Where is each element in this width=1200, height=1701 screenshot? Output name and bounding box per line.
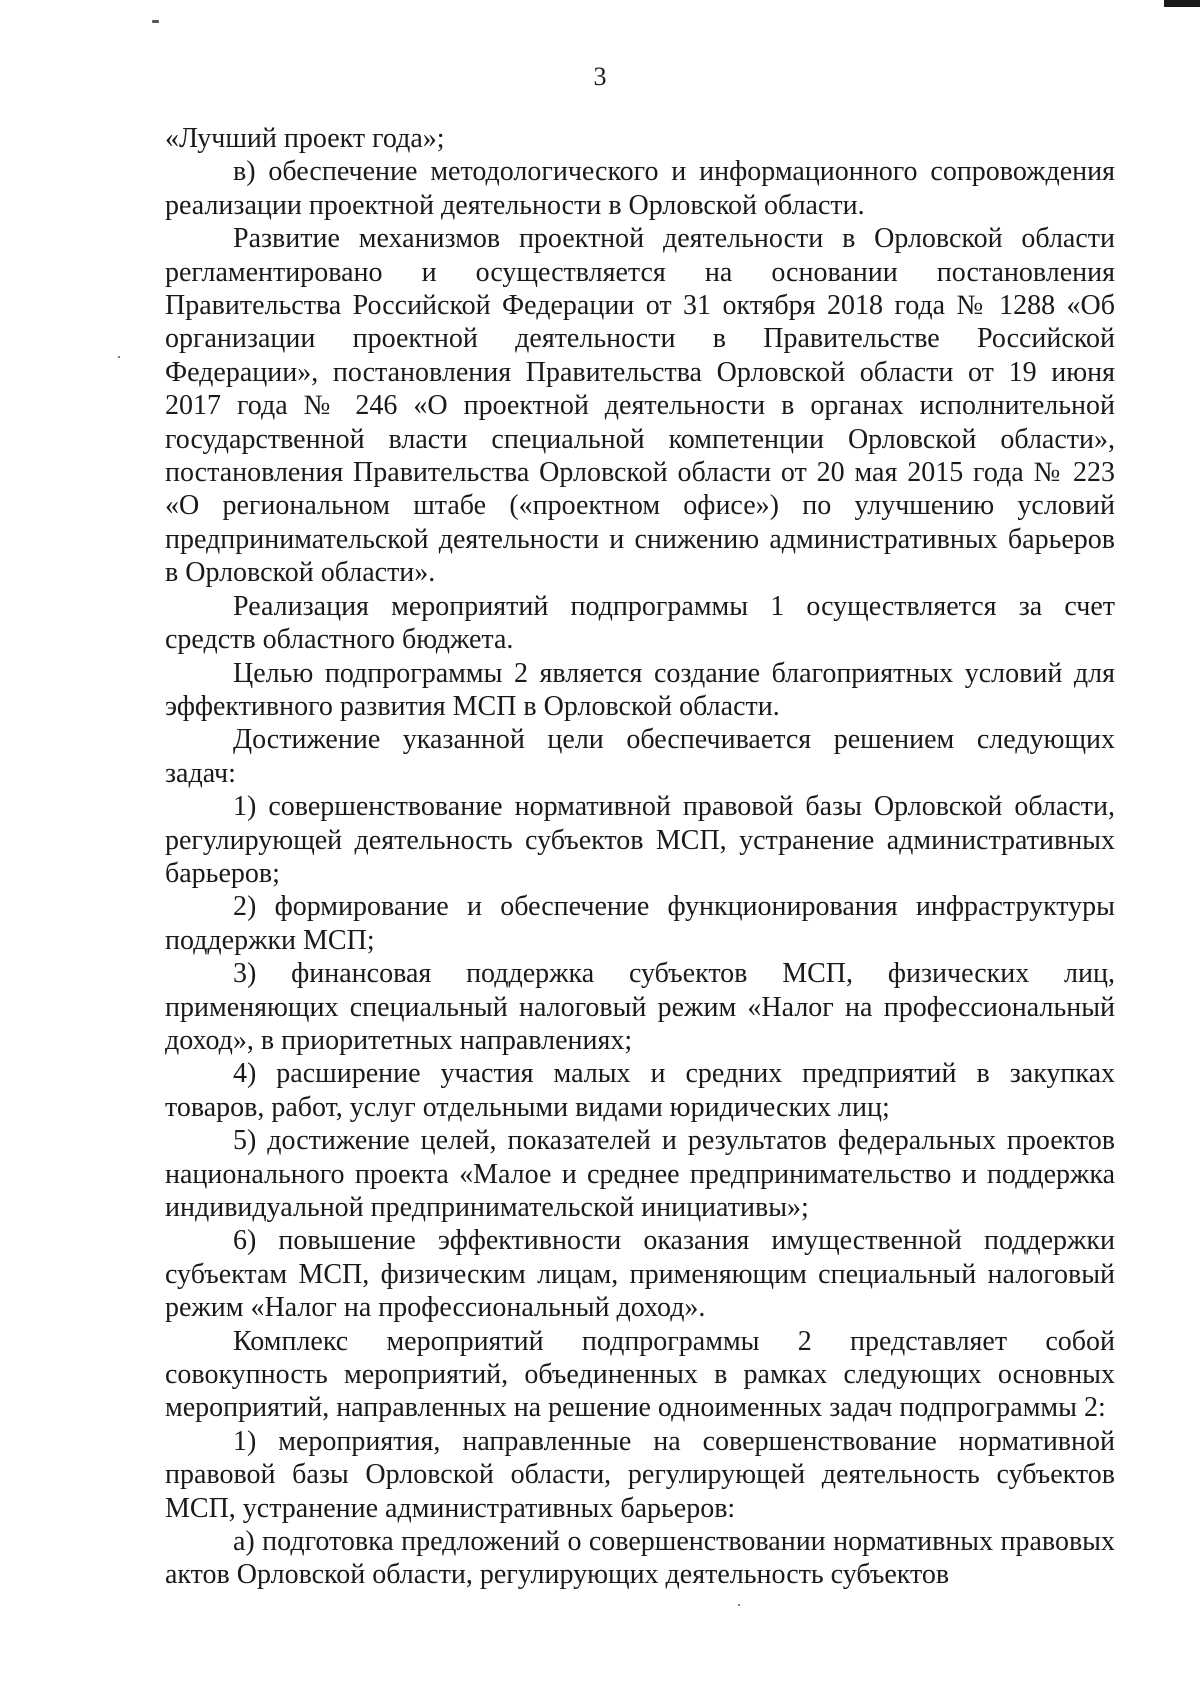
paragraph: в) обеспечение методологического и информационного сопровождения реализации проектной деятельности в Орловской области. [165,156,1115,221]
paragraph: 1) мероприятия, направленные на совершенствование нормативной правовой базы Орловской области, регулирующей деятельность субъектов МСП, устранение административных барьеров: [165,1425,1115,1524]
paragraph: Развитие механизмов проектной деятельности в Орловской области регламентировано и осуществляется на основании постановления Правительства Российской Федерации от 31 октября 2018 года № 1288 «Об организации проектной деятельности в Правительстве Российской Федерации», постановления Правительства Орловской области от 19 июня 2017 года № 246 «О проектной деятельности в органах исполнительной государственной власти специальной компетенции Орловской области», постановления Правительства Орловской области от 20 мая 2015 года № 223 «О региональном штабе («проектном офисе») по улучшению условий предпринимательской деятельности и снижению административных барьеров в Орловской области». [165,223,1115,589]
paragraph: Комплекс мероприятий подпрограммы 2 представляет собой совокупность мероприятий, объединенных в рамках следующих основных мероприятий, направленных на решение одноименных задач подпрограммы 2: [165,1325,1115,1424]
paragraph: Целью подпрограммы 2 является создание благоприятных условий для эффективного развития МСП в Орловской области. [165,657,1115,722]
paragraph: 2) формирование и обеспечение функционирования инфраструктуры поддержки МСП; [165,891,1115,956]
paragraph: 5) достижение целей, показателей и результатов федеральных проектов национального проекта «Малое и среднее предпринимательство и поддержка индивидуальной предпринимательской инициативы»; [165,1125,1115,1223]
paragraph: «Лучший проект года»; [165,123,445,154]
paragraph: 1) совершенствование нормативной правовой базы Орловской области, регулирующей деятельность субъектов МСП, устранение административных барьеров; [165,791,1115,889]
paragraph: Достижение указанной цели обеспечивается решением следующих задач: [165,724,1115,789]
scan-edge-mark [1164,0,1200,7]
paragraph: а) подготовка предложений о совершенствовании нормативных правовых актов Орловской области, регулирующих деятельность субъектов [165,1526,1115,1591]
paragraph: 4) расширение участия малых и средних предприятий в закупках товаров, работ, услуг отдельными видами юридических лиц; [165,1058,1115,1123]
paragraph: Реализация мероприятий подпрограммы 1 осуществляется за счет средств областного бюджета. [165,590,1115,656]
page-number: 3 [593,62,607,91]
scan-speck [738,1604,740,1606]
paragraph: 6) повышение эффективности оказания имущественной поддержки субъектам МСП, физическим лицам, применяющим специальный налоговый режим «Налог на профессиональный доход». [165,1225,1115,1324]
paragraph: 3) финансовая поддержка субъектов МСП, физических лиц, применяющих специальный налоговый режим «Налог на профессиональный доход», в приоритетных направлениях; [165,958,1115,1056]
scan-speck [152,20,159,23]
scan-speck [118,356,120,358]
document-body [165,122,1115,1592]
